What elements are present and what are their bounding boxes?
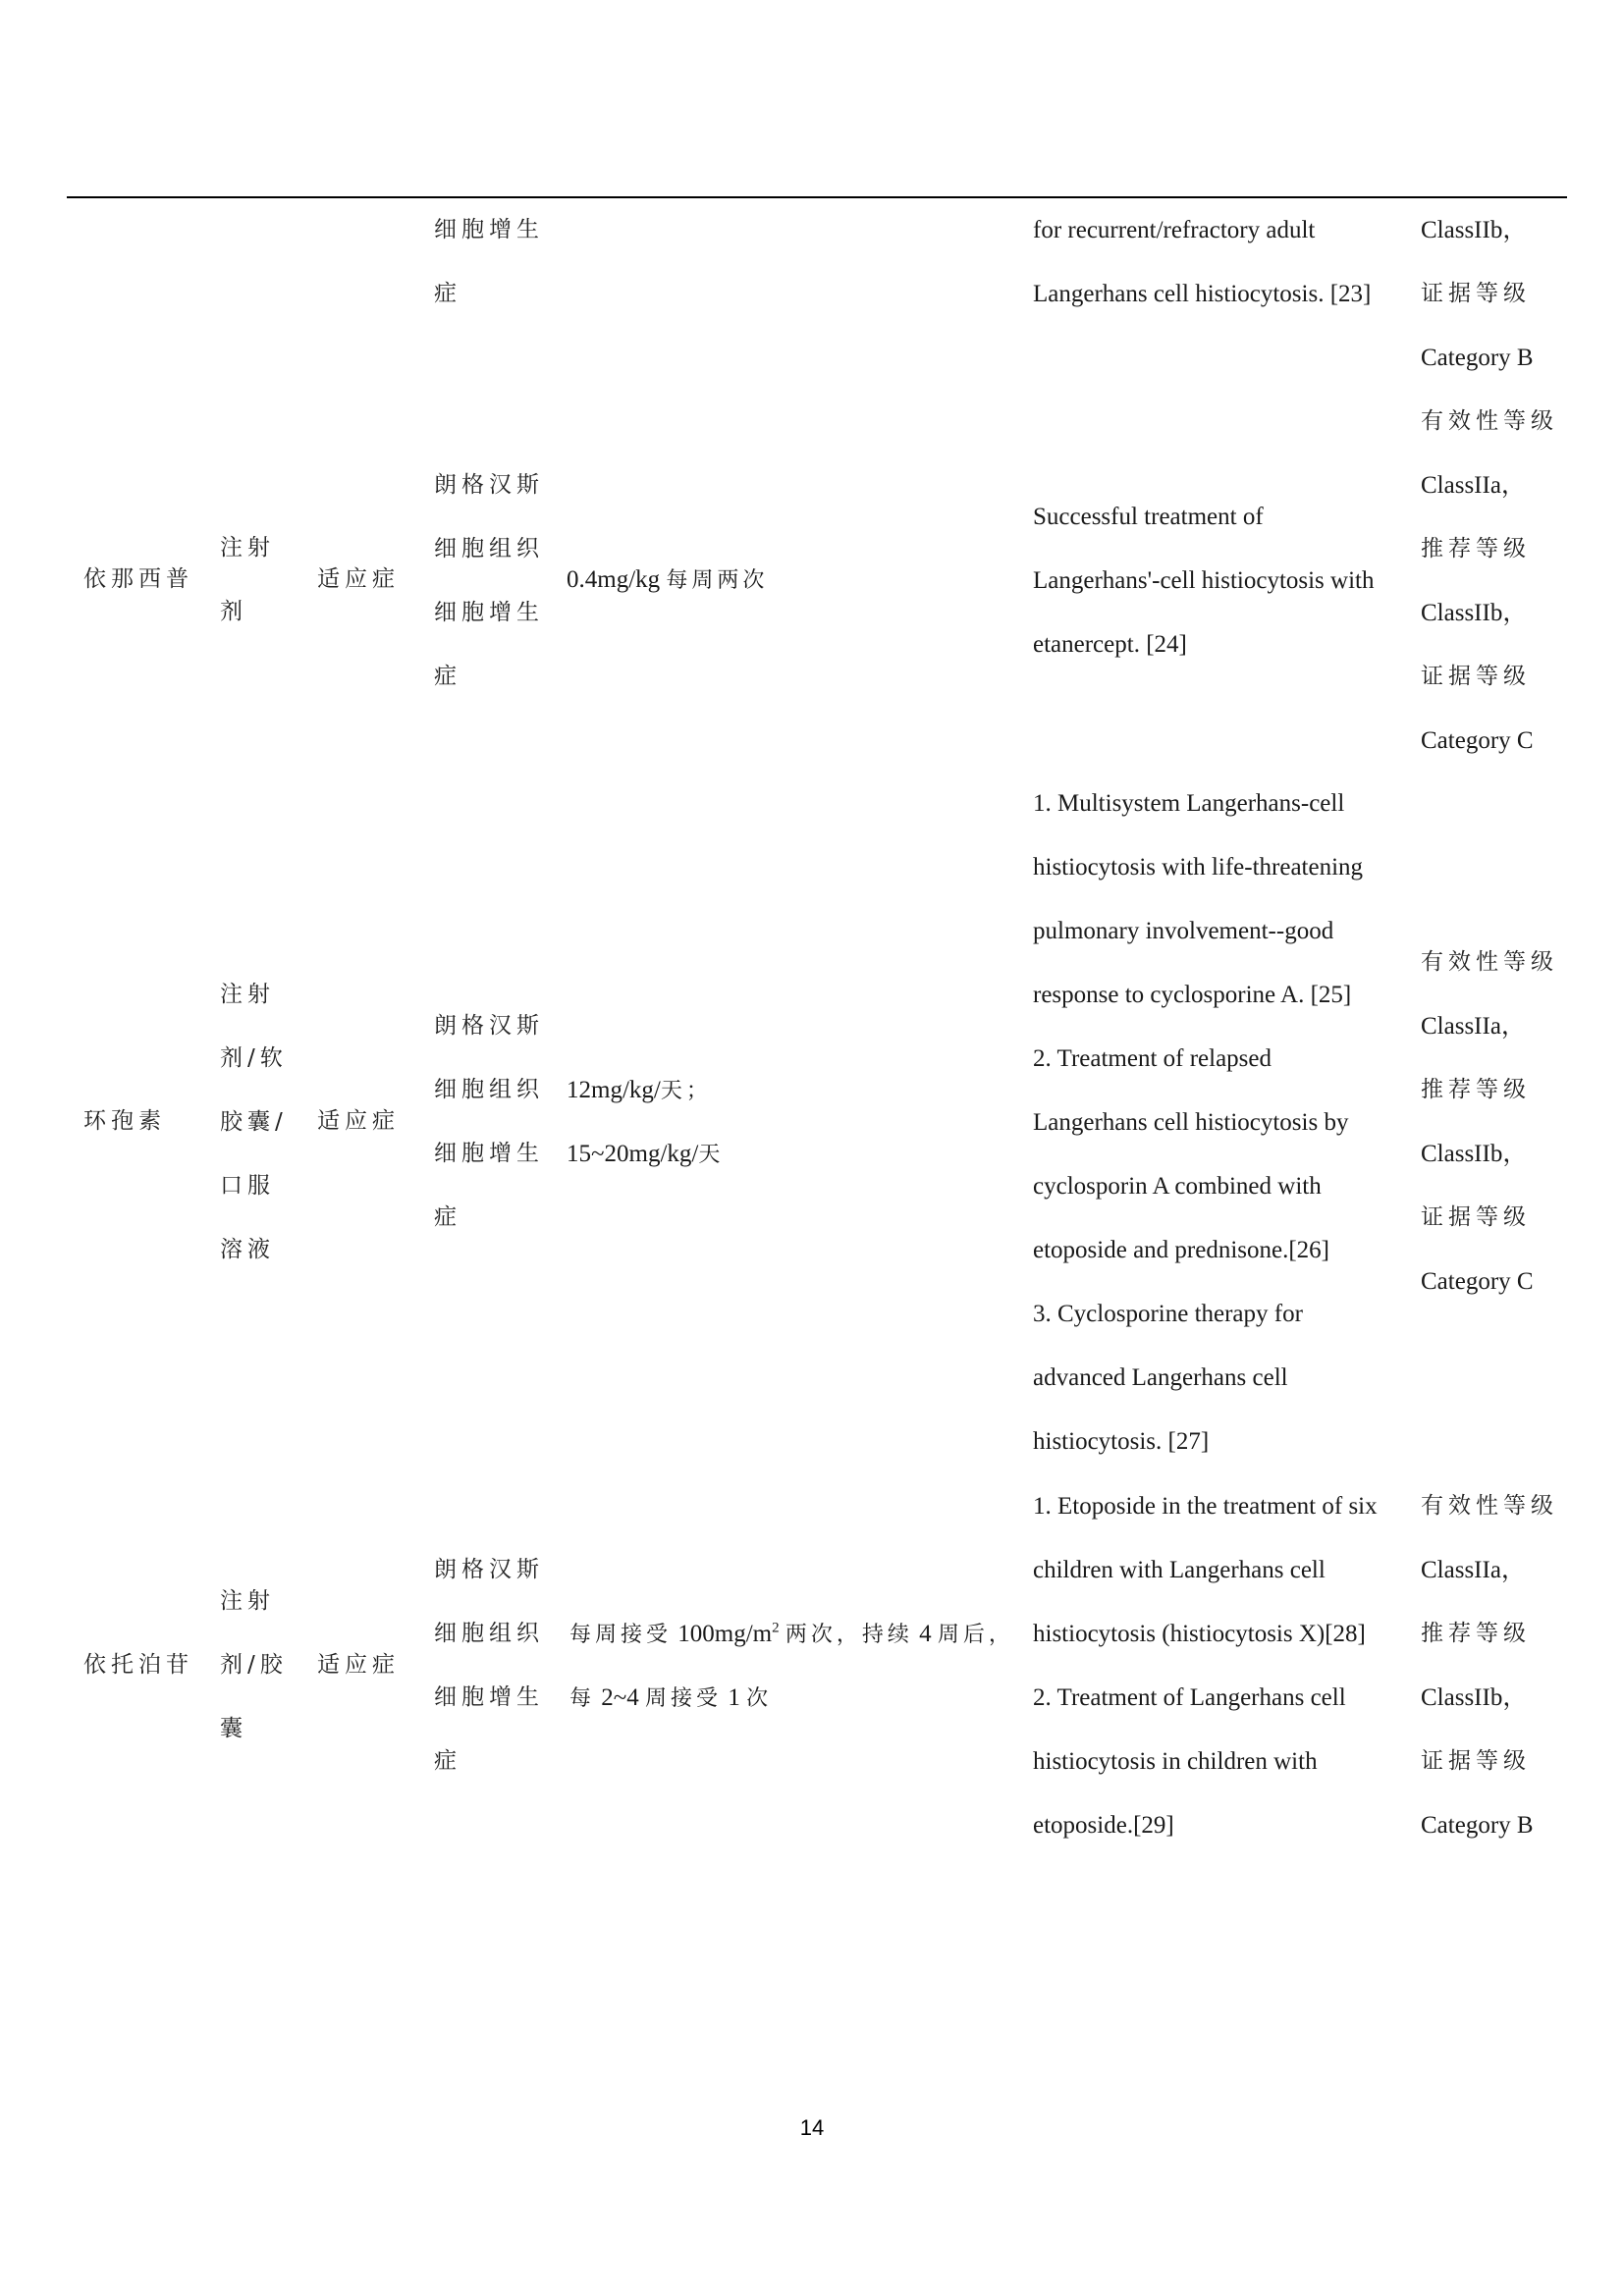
reference-line: Langerhans cell histiocytosis by — [1033, 1109, 1349, 1136]
evidence — [1421, 931, 1558, 1313]
evidence-line: 有效性等级 — [1421, 408, 1558, 434]
use-type: 适应症 — [317, 1652, 400, 1678]
reference-line: Successful treatment of — [1033, 504, 1264, 530]
evidence-line: Category C — [1421, 1268, 1534, 1295]
dosage-number: 2~4 — [601, 1684, 639, 1711]
form-line: 口服 — [220, 1173, 275, 1199]
reference-line: cyclosporin A combined with — [1033, 1173, 1322, 1200]
reference-line: etoposide.[29] — [1033, 1812, 1174, 1839]
evidence-line: ClassIIa， — [1421, 472, 1526, 499]
reference — [1033, 1474, 1378, 1857]
dosage-number: 1 — [728, 1684, 740, 1711]
reference-line: pulmonary involvement--good — [1033, 918, 1334, 944]
evidence-line: Category C — [1421, 727, 1534, 754]
reference-line: histiocytosis with life-threatening — [1033, 854, 1364, 881]
evidence-line: 证据等级 — [1421, 664, 1531, 689]
dosage-frequency: 每周两次 — [666, 568, 769, 593]
dosage-amount: 15~20mg/kg/ — [567, 1141, 699, 1167]
dosage-amount: 0.4mg/kg — [567, 566, 661, 593]
dosage-form — [220, 963, 288, 1282]
evidence-line: 有效性等级 — [1421, 949, 1558, 975]
indication — [434, 994, 544, 1250]
use-type: 适应症 — [317, 566, 400, 592]
evidence-line: 推荐等级 — [1421, 536, 1531, 561]
page-number: 14 — [799, 2115, 825, 2140]
indication-line: 症 — [434, 664, 461, 689]
form-line: 剂 — [220, 599, 247, 624]
reference-line: 2. Treatment of Langerhans cell — [1033, 1684, 1346, 1711]
indication-line: 细胞增生 — [434, 1141, 544, 1166]
reference-line: etanercept. [24] — [1033, 631, 1187, 658]
reference-line: 2. Treatment of relapsed — [1033, 1045, 1272, 1072]
reference — [1033, 772, 1363, 1473]
dosage-amount: 12mg/kg/ — [567, 1077, 661, 1103]
reference-line: 1. Etoposide in the treatment of six — [1033, 1493, 1378, 1520]
indication-line: 细胞增生 — [434, 217, 544, 242]
evidence-line: 推荐等级 — [1421, 1621, 1531, 1646]
indication-line: 症 — [434, 281, 461, 306]
reference-line: 3. Cyclosporine therapy for — [1033, 1301, 1303, 1327]
reference-line: histiocytosis (histiocytosis X)[28] — [1033, 1621, 1366, 1647]
dosage — [567, 1058, 724, 1186]
indication-line: 朗格汉斯 — [434, 472, 544, 498]
dosage-text: 每周接受 — [569, 1623, 673, 1647]
dosage-amount: 100mg/m — [677, 1621, 773, 1647]
indication-line: 朗格汉斯 — [434, 1557, 544, 1582]
form-line: 囊 — [220, 1716, 247, 1741]
evidence-line: ClassIIb， — [1421, 1684, 1528, 1711]
reference-line: Langerhans'-cell histiocytosis with — [1033, 567, 1375, 594]
drug-name: 依托泊苷 — [83, 1652, 193, 1678]
dosage-exponent: 2 — [772, 1620, 780, 1636]
reference-line: Langerhans cell histiocytosis. [23] — [1033, 281, 1372, 307]
evidence-line: 证据等级 — [1421, 1748, 1531, 1774]
evidence-line: Category B — [1421, 1812, 1534, 1839]
indication-line: 细胞增生 — [434, 600, 544, 625]
reference-line: etoposide and prednisone.[26] — [1033, 1237, 1330, 1263]
continued-reference — [1033, 198, 1371, 326]
dosage-text: 每 — [569, 1686, 596, 1711]
form-line: 胶囊/ — [220, 1109, 288, 1135]
drug-name: 环孢素 — [83, 1108, 166, 1134]
dosage-text: 周接受 — [645, 1686, 723, 1711]
indication-line: 细胞组织 — [434, 536, 544, 561]
form-line: 注射 — [220, 982, 275, 1007]
dosage-unit: 天； — [660, 1079, 712, 1103]
form-line: 剂/胶 — [220, 1652, 288, 1678]
form-line: 剂/软 — [220, 1045, 288, 1071]
dosage-text: 两次，持续 — [785, 1623, 913, 1647]
evidence — [1421, 390, 1558, 773]
dosage-text: 周后， — [937, 1623, 1014, 1647]
indication-line: 症 — [434, 1204, 461, 1230]
reference-line: children with Langerhans cell — [1033, 1557, 1326, 1583]
dosage-text: 次 — [746, 1686, 773, 1711]
reference-line: 1. Multisystem Langerhans-cell — [1033, 790, 1345, 817]
evidence-line: 证据等级 — [1421, 1204, 1531, 1230]
reference-line: histiocytosis in children with — [1033, 1748, 1318, 1775]
reference-line: advanced Langerhans cell — [1033, 1364, 1288, 1391]
dosage — [569, 1602, 1014, 1730]
indication-line: 细胞组织 — [434, 1077, 544, 1102]
continued-evidence — [1421, 198, 1534, 390]
indication — [434, 454, 544, 709]
reference-line: histiocytosis. [27] — [1033, 1428, 1210, 1455]
reference-line: for recurrent/refractory adult — [1033, 217, 1316, 243]
form-line: 注射 — [220, 1588, 275, 1614]
indication-line: 朗格汉斯 — [434, 1013, 544, 1039]
indication-line: 症 — [434, 1748, 461, 1774]
evidence-line: 证据等级 — [1421, 281, 1531, 306]
evidence-line: 有效性等级 — [1421, 1493, 1558, 1519]
dosage-form — [220, 516, 275, 644]
dosage — [567, 548, 768, 613]
indication — [434, 1538, 544, 1793]
evidence — [1421, 1474, 1558, 1857]
evidence-line: ClassIIa， — [1421, 1013, 1526, 1040]
form-line: 溶液 — [220, 1237, 275, 1262]
dosage-number: 4 — [919, 1621, 932, 1647]
evidence-line: ClassIIb， — [1421, 217, 1528, 243]
evidence-line: ClassIIb， — [1421, 600, 1528, 626]
drug-name: 依那西普 — [83, 566, 193, 592]
dosage-unit: 天 — [698, 1143, 725, 1167]
evidence-line: 推荐等级 — [1421, 1077, 1531, 1102]
evidence-line: ClassIIa， — [1421, 1557, 1526, 1583]
dosage-form — [220, 1570, 288, 1761]
indication-line: 细胞增生 — [434, 1684, 544, 1710]
form-line: 注射 — [220, 535, 275, 561]
reference-line: response to cyclosporine A. [25] — [1033, 982, 1352, 1008]
reference — [1033, 485, 1375, 676]
evidence-line: ClassIIb， — [1421, 1141, 1528, 1167]
evidence-line: Category B — [1421, 345, 1534, 371]
use-type: 适应症 — [317, 1108, 400, 1134]
indication-line: 细胞组织 — [434, 1621, 544, 1646]
continued-indication — [434, 198, 544, 326]
